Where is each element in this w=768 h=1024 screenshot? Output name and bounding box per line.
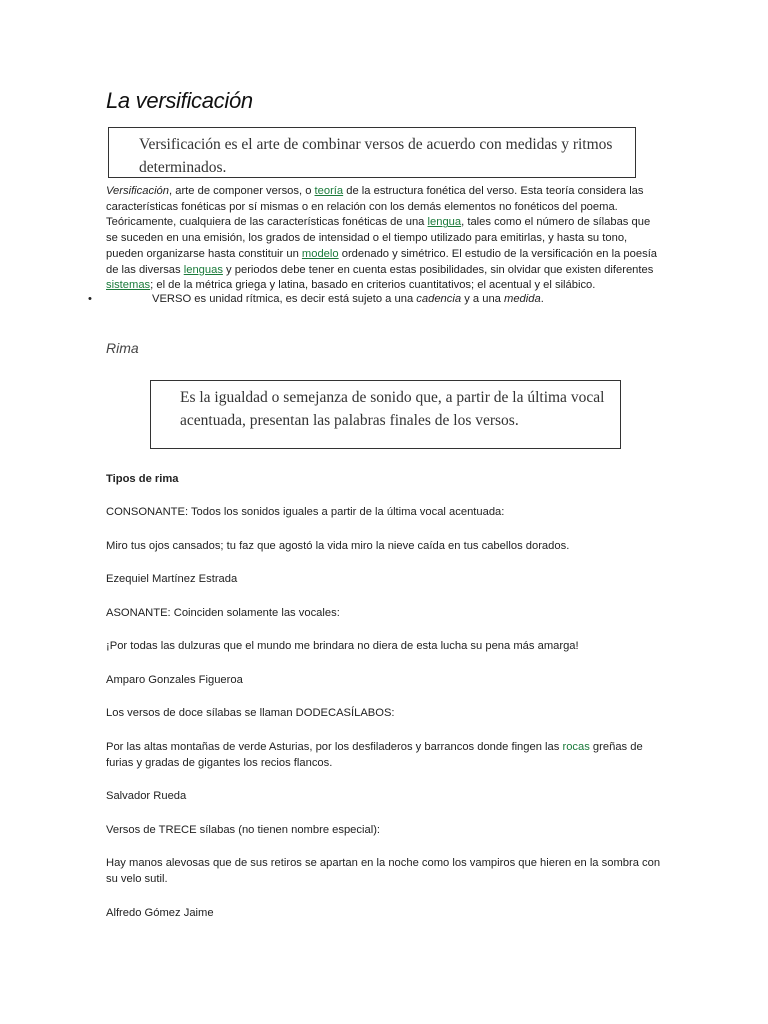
definition-line-2: determinados. (139, 159, 227, 176)
asonante-definition: ASONANTE: Coinciden solamente las vocales: (106, 607, 340, 619)
verso-text-1: VERSO es unidad rítmica, es decir está sujeto a una (152, 293, 417, 305)
trece-definition: Versos de TRECE sílabas (no tienen nombre especial): (106, 824, 381, 836)
link-lenguas[interactable]: lenguas (183, 263, 223, 276)
tipos-heading: Tipos de rima (106, 473, 179, 485)
example-consonante: Miro tus ojos cansados; tu faz que agostó la vida miro la nieve caída en tus cabellos dorados. (106, 540, 570, 552)
link-lengua[interactable]: lengua (427, 216, 462, 229)
verso-text-3: . (540, 293, 544, 305)
intro-text-5: y periodos debe tener en cuenta estas posibilidades, sin olvidar que existen diferentes (222, 263, 654, 276)
intro-text-1: , arte de componer versos, o (169, 185, 315, 197)
consonante-definition: CONSONANTE: Todos los sonidos iguales a partir de la última vocal acentuada: (106, 506, 505, 518)
example-asonante: ¡Por todas las dulzuras que el mundo me brindara no diera de esta lucha su pena más amarga! (106, 640, 579, 652)
rima-line-1: Es la igualdad o semejanza de sonido que, a partir de la última vocal (180, 389, 605, 406)
author-1: Ezequiel Martínez Estrada (106, 573, 238, 585)
example3-text-a: Por las altas montañas de verde Asturias, por los desfiladeros y barrancos donde fingen las (106, 741, 563, 753)
bullet-icon: • (88, 293, 92, 305)
rima-definition-box (150, 380, 621, 449)
intro-text-2: de la estructura fonética del verso. Esta teoría considera las características fonéticas por sí mismas o en relación con los demás elementos no fonéticos del poema. Teóricamente, cualquiera de las características fonéticas de una (106, 185, 644, 229)
definition-box (108, 127, 636, 178)
intro-text-3: , tales como el número de sílabas que se suceden en una emisión, los grados de intensidad o el tiempo utilizado para emitirlas, y hasta su tono, pueden organizarse hasta constituir un (106, 216, 651, 260)
intro-text-4: ordenado y simétrico. El estudio de la versificación en la poesía de las diversas (106, 247, 658, 276)
verso-text-2: y a una (461, 293, 505, 305)
rima-line-2: acentuada, presentan las palabras finales de los versos. (180, 412, 519, 429)
definition-line-1: Versificación es el arte de combinar versos de acuerdo con medidas y ritmos (139, 136, 613, 153)
dodecasilabos-definition: Los versos de doce sílabas se llaman DODECASÍLABOS: (106, 707, 395, 719)
intro-term: Versificación (106, 185, 170, 197)
author-3: Salvador Rueda (106, 790, 187, 802)
verso-cadencia: cadencia (416, 293, 462, 305)
page-title: La versificación (106, 88, 253, 113)
verso-definition (152, 292, 544, 307)
example3-text-b: greñas de furias y gradas de gigantes los recios flancos. (106, 741, 643, 769)
section-title-rima: Rima (106, 340, 139, 356)
intro-text-6: ; el de la métrica griega y latina, basado en criterios cuantitativos; el acentual y el silábico. (150, 279, 596, 292)
author-4: Alfredo Gómez Jaime (106, 907, 214, 919)
intro-paragraph (106, 184, 658, 294)
link-teoria[interactable]: teoría (314, 185, 344, 197)
verso-medida: medida (504, 293, 541, 305)
link-sistemas[interactable]: sistemas (106, 279, 151, 292)
example-dodecasilabos (106, 739, 666, 771)
link-modelo[interactable]: modelo (301, 247, 339, 260)
link-rocas[interactable]: rocas (562, 741, 590, 753)
example-trece: Hay manos alevosas que de sus retiros se apartan en la noche como los vampiros que hieren en la sombra con su velo sutil. (106, 857, 661, 885)
author-2: Amparo Gonzales Figueroa (106, 674, 243, 686)
